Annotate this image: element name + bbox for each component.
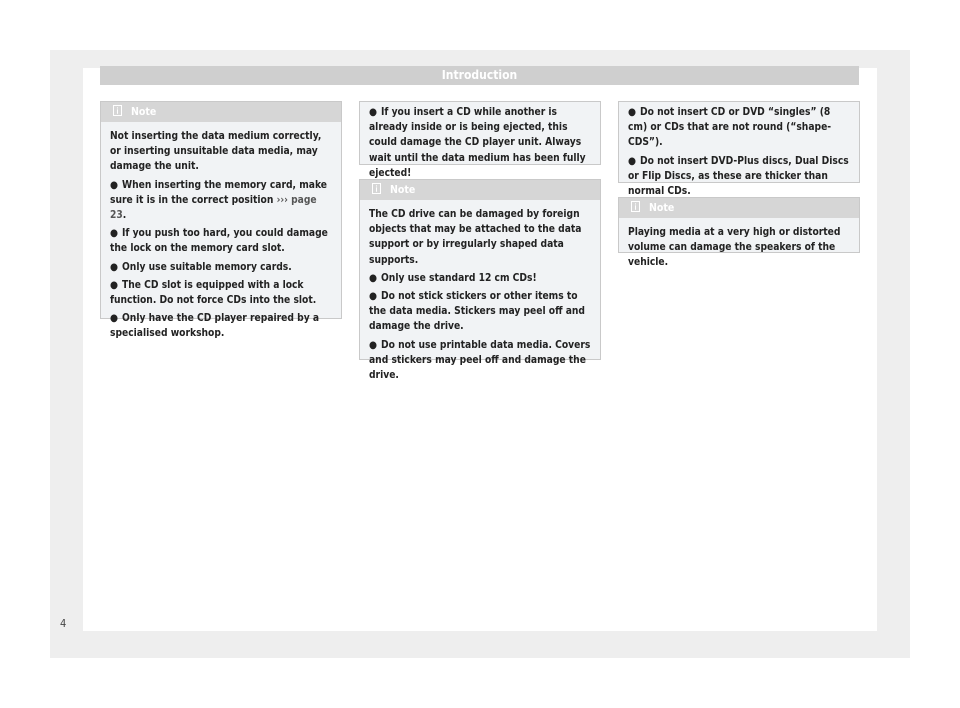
section-header: Introduction	[100, 66, 859, 85]
bullet-dot: ●	[110, 261, 118, 273]
bullet-text: Do not use printable data media. Covers and stickers may peel off and damage the drive.	[369, 339, 591, 382]
bullet-dot: ●	[110, 179, 118, 191]
note-intro: Not inserting the data medium correctly, or inserting unsuitable data media, may damage the unit.	[110, 131, 322, 173]
note-heading: Note	[390, 184, 416, 196]
note-header	[619, 198, 859, 218]
bullet-text: Do not insert CD or DVD “singles” (8 cm) or CDs that are not round (“shape-CDS”).	[628, 107, 832, 149]
note-box-col3	[618, 197, 860, 269]
note-header	[360, 180, 600, 200]
bullet-dot: ●	[628, 107, 636, 118]
note-intro: The CD drive can be damaged by foreign objects that may be attached to the data support or by irregularly shaped data supports.	[369, 209, 582, 266]
note-heading: Note	[131, 106, 157, 118]
bullet-text: If you push too hard, you could damage the lock on the memory card slot.	[110, 228, 328, 255]
info-icon	[113, 105, 122, 116]
bullet-text: Only use suitable memory cards.	[122, 261, 292, 273]
bullet-dot: ●	[369, 272, 377, 284]
bullet-text: The CD slot is equipped with a lock function. Do not force CDs into the slot.	[110, 279, 317, 307]
note-heading: Note	[649, 202, 675, 214]
note-box-col2	[359, 179, 601, 382]
info-icon	[372, 183, 381, 194]
note-bullet	[369, 289, 592, 335]
bullet-text: If you insert a CD while another is already inside or is being ejected, this could damage the CD player unit. Always wait until the data medium has been fully ejected!	[369, 107, 586, 179]
note-bullet	[110, 311, 333, 341]
box-bullet	[628, 105, 851, 151]
note-bullet	[110, 226, 333, 256]
bullet-text: Only have the CD player repaired by a specialised workshop.	[110, 313, 320, 340]
note-bullet	[110, 278, 333, 308]
page-ref-arrow: ›››	[276, 194, 288, 206]
box-bullet	[369, 105, 592, 181]
bullet-dot: ●	[369, 339, 377, 351]
note-box-col1	[100, 101, 342, 340]
bullet-end: .	[122, 210, 127, 222]
bullet-dot: ●	[369, 291, 377, 303]
bullet-dot: ●	[369, 107, 377, 118]
note-text: Playing media at a very high or distorted volume can damage the speakers of the vehicle.	[628, 227, 841, 269]
box-bullet	[628, 154, 851, 200]
bullet-text: When inserting the memory card, make sure it is in the correct position	[110, 179, 327, 206]
bullet-text: Do not stick stickers or other items to the data media. Stickers may peel off and damage the drive.	[369, 291, 585, 333]
note-bullet	[369, 271, 592, 286]
note-bullet	[369, 338, 592, 384]
bullet-dot: ●	[110, 228, 118, 240]
bullet-dot: ●	[110, 313, 118, 325]
info-box-col3	[618, 101, 860, 198]
page-number: 4	[60, 617, 67, 630]
note-bullet	[110, 178, 333, 224]
bullet-text: Only use standard 12 cm CDs!	[381, 272, 537, 284]
note-bullet	[110, 260, 333, 275]
bullet-text: Do not insert DVD-Plus discs, Dual Discs or Flip Discs, as these are thicker than normal CDs.	[628, 155, 849, 198]
info-icon	[631, 201, 640, 212]
note-header	[101, 102, 341, 122]
bullet-dot: ●	[628, 155, 636, 167]
page-ref-link[interactable]: page 23	[110, 194, 317, 222]
bullet-dot: ●	[110, 279, 118, 291]
info-box-col2	[359, 101, 601, 179]
